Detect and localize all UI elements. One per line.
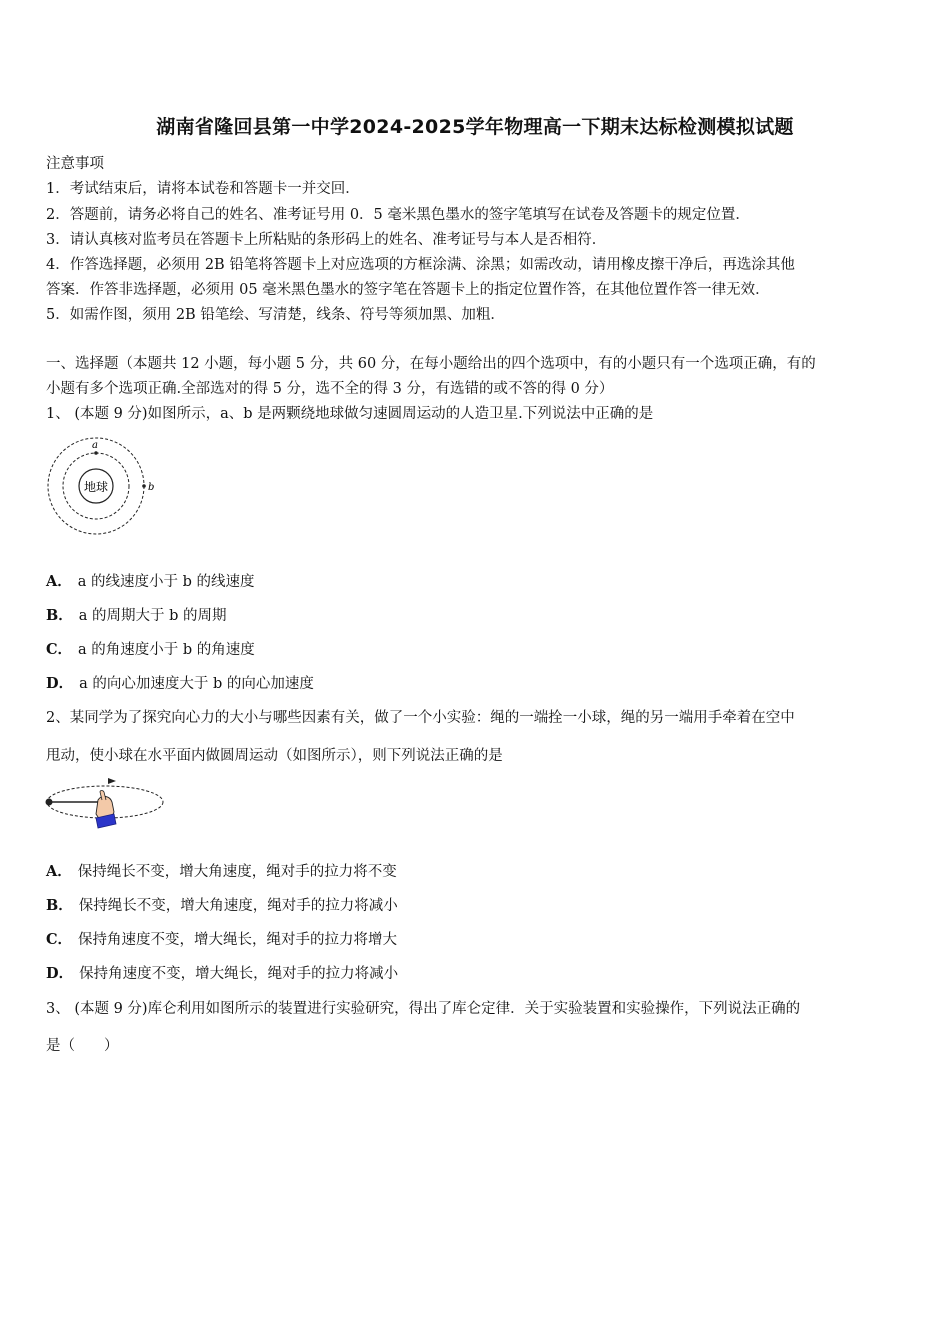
section-heading: 一、选择题（本题共 12 小题，每小题 5 分，共 60 分，在每小题给出的四个选项中，有的小题只有一个选项正确，有的: [46, 356, 816, 372]
option-text: 保持角速度不变，增大绳长，绳对手的拉力将减小: [79, 966, 399, 982]
satellite-b-label: b: [148, 482, 155, 493]
option-text: a 的角速度小于 b 的角速度: [78, 642, 255, 658]
option-label: B．: [46, 897, 73, 914]
question-2-stem-cont: 甩动，使小球在水平面内做圆周运动（如图所示），则下列说法正确的是: [46, 748, 503, 764]
notice-item: 2．答题前，请务必将自己的姓名、准考证号用 0．5 毫米黑色墨水的签字笔填写在试卷及答题卡的规定位置．: [46, 207, 750, 223]
option-label: D．: [46, 965, 74, 982]
ball: [46, 799, 53, 806]
option-label: C．: [46, 931, 73, 948]
option-label: C．: [46, 641, 73, 658]
question-3-stem: 3、 (本题 9 分)库仑利用如图所示的装置进行实验研究，得出了库仑定律．关于实验装置和实验操作，下列说法正确的: [46, 1001, 801, 1017]
swing-figure: [42, 778, 168, 840]
option-label: D．: [46, 675, 74, 692]
notice-heading: 注意事项: [46, 156, 104, 172]
option-text: 保持绳长不变，增大角速度，绳对手的拉力将不变: [77, 864, 397, 880]
satellite-a-label: a: [92, 440, 98, 451]
q1-option-b: [46, 604, 227, 625]
notice-item: 1．考试结束后，请将本试卷和答题卡一并交回．: [46, 181, 360, 197]
option-label: A．: [46, 573, 72, 590]
q2-option-c: [46, 928, 397, 949]
question-2-stem: 2、某同学为了探究向心力的大小与哪些因素有关，做了一个小实验：绳的一端拴一小球，绳的另一端用手牵着在空中: [46, 710, 795, 726]
orbit-figure: [44, 433, 164, 535]
option-text: a 的线速度小于 b 的线速度: [77, 574, 255, 590]
option-text: a 的周期大于 b 的周期: [78, 608, 227, 624]
section-heading-cont: 小题有多个选项正确.全部选对的得 5 分，选不全的得 3 分，有选错的或不答的得 0 分）: [46, 381, 614, 397]
notice-item: 4．作答选择题，必须用 2B 铅笔将答题卡上对应选项的方框涂满、涂黑；如需改动，请用橡皮擦干净后，再选涂其他: [46, 257, 795, 273]
notice-item: 5．如需作图，须用 2B 铅笔绘、写清楚，线条、符号等须加黑、加粗．: [46, 307, 505, 323]
earth-label: 地球: [83, 480, 109, 494]
notice-item: 3．请认真核对监考员在答题卡上所粘贴的条形码上的姓名、准考证号与本人是否相符．: [46, 232, 607, 248]
q1-option-d: [46, 672, 314, 693]
option-text: 保持角速度不变，增大绳长，绳对手的拉力将增大: [78, 932, 398, 948]
option-label: A．: [46, 863, 72, 880]
satellite-a: [94, 451, 98, 455]
satellite-b: [142, 484, 146, 488]
question-1-stem: 1、 (本题 9 分)如图所示，a、b 是两颗绕地球做匀速圆周运动的人造卫星.下列说法中正确的是: [46, 406, 654, 422]
direction-arrow: [108, 778, 116, 784]
q1-option-a: [46, 570, 255, 591]
option-text: 保持绳长不变，增大角速度，绳对手的拉力将减小: [78, 898, 398, 914]
notice-item: 答案．作答非选择题，必须用 05 毫米黑色墨水的签字笔在答题卡上的指定位置作答，在其他位置作答一律无效．: [46, 282, 770, 298]
page-title: 湖南省隆回县第一中学2024-2025学年物理高一下期末达标检测模拟试题: [156, 116, 794, 138]
q2-option-a: [46, 860, 397, 881]
q2-option-d: [46, 962, 398, 983]
option-text: a 的向心加速度大于 b 的向心加速度: [79, 676, 314, 692]
option-label: B．: [46, 607, 73, 624]
question-3-stem-cont: 是（ ）: [46, 1038, 119, 1054]
q1-option-c: [46, 638, 255, 659]
q2-option-b: [46, 894, 398, 915]
